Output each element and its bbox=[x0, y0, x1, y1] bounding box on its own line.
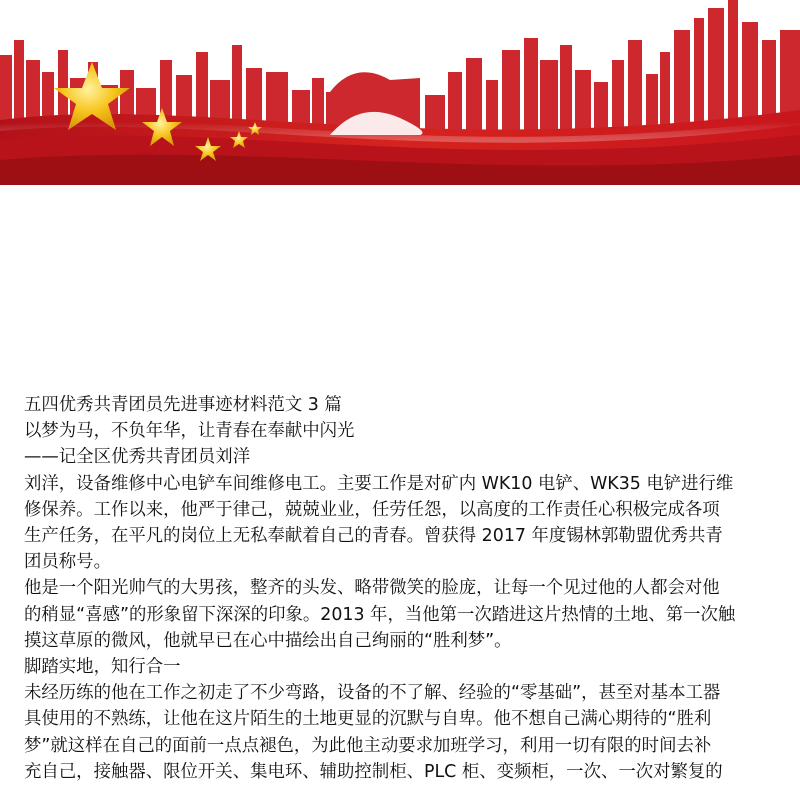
paragraph-line: 生产任务，在平凡的岗位上无私奉献着自己的青春。曾获得 2017 年度锡林郭勒盟优秀共青 bbox=[24, 526, 723, 547]
paragraph-line: 他是一个阳光帅气的大男孩，整齐的头发、略带微笑的脸庞，让每一个见过他的人都会对他 bbox=[24, 578, 720, 599]
document-title: 五四优秀共青团员先进事迹材料范文 3 篇 bbox=[24, 395, 342, 415]
paragraph-line: 梦”就这样在自己的面前一点点褪色，为此他主动要求加班学习，利用一切有限的时间去补 bbox=[24, 735, 712, 756]
document-subtitle: 以梦为马，不负年华，让青春在奉献中闪光 bbox=[24, 421, 355, 442]
paragraph-line: 的稍显“喜感”的形象留下深深的印象。2013 年，当他第一次踏进这片热情的土地、第一次触 bbox=[24, 604, 736, 625]
paragraph-line: 团员称号。 bbox=[24, 552, 111, 573]
paragraph-line: 具使用的不熟练，让他在这片陌生的土地更显的沉默与自卑。他不想自己满心期待的“胜利 bbox=[24, 709, 712, 730]
paragraph-line: 摸这草原的微风，他就早已在心中描绘出自己绚丽的“胜利梦”。 bbox=[24, 630, 512, 651]
document-body bbox=[24, 392, 776, 785]
paragraph-line: 充自己，接触器、限位开关、集电环、辅助控制柜、PLC 柜、变频柜，一次、一次对繁复的 bbox=[24, 761, 723, 782]
paragraph-line: 刘洋，设备维修中心电铲车间维修电工。主要工作是对矿内 WK10 电铲、WK35 电铲进行维 bbox=[24, 473, 734, 494]
paragraph-line: 修保养。工作以来，他严于律己，兢兢业业，任劳任怨，以高度的工作责任心积极完成各项 bbox=[24, 499, 720, 520]
paragraph-line: 未经历练的他在工作之初走了不少弯路，设备的不了解、经验的“零基础”，甚至对基本工器 bbox=[24, 683, 721, 704]
header-banner bbox=[0, 0, 800, 185]
city-skyline-illustration bbox=[0, 0, 800, 185]
document-byline: ——记全区优秀共青团员刘洋 bbox=[24, 447, 251, 468]
section-heading: 脚踏实地，知行合一 bbox=[24, 657, 181, 678]
